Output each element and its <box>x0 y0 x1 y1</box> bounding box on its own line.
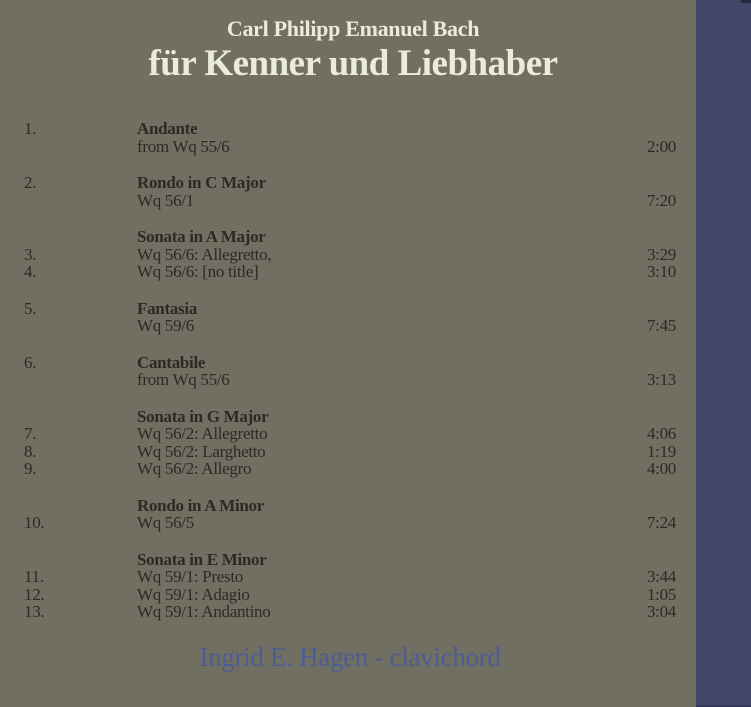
track-number: 8. <box>24 441 37 461</box>
track-number: 9. <box>24 459 37 478</box>
album-title: für Kenner und Liebhaber <box>148 43 558 84</box>
track-duration: 1:19 <box>646 441 676 461</box>
track-row <box>0 408 696 426</box>
title-block <box>0 16 706 85</box>
work-subtitle: Wq 59/6 <box>137 316 194 335</box>
track-duration: 3:29 <box>646 244 676 264</box>
work-subtitle: Wq 56/5 <box>137 513 194 532</box>
work-subtitle: Wq 56/6: Allegretto, <box>137 244 272 264</box>
track-group <box>0 120 696 155</box>
spine-strip <box>696 0 751 707</box>
track-number: 10. <box>24 513 45 532</box>
track-duration: 4:00 <box>646 459 676 478</box>
track-number: 13. <box>24 602 45 621</box>
work-header: Sonata in G Major <box>137 406 269 426</box>
track-title: Cantabile <box>137 352 206 372</box>
track-row <box>0 263 696 281</box>
track-row <box>0 568 696 586</box>
work-subtitle: Wq 56/2: Allegro <box>137 459 252 478</box>
track-number: 4. <box>24 262 37 281</box>
track-title: Andante <box>137 119 198 138</box>
work-subtitle: Wq 56/1 <box>137 190 194 210</box>
track-row <box>0 443 696 461</box>
performer-credit: Ingrid E. Hagen - clavichord <box>199 642 501 672</box>
scan-corner-mark <box>741 0 751 3</box>
work-subtitle: Wq 56/2: Allegretto <box>137 424 268 443</box>
track-row <box>0 514 696 532</box>
track-row <box>0 138 696 156</box>
track-duration: 3:13 <box>646 370 676 389</box>
track-duration: 1:05 <box>646 584 676 604</box>
track-group <box>0 300 696 335</box>
work-header: Rondo in A Minor <box>137 495 264 515</box>
composer-name: Carl Philipp Emanuel Bach <box>226 16 480 41</box>
track-duration: 7:24 <box>646 513 676 532</box>
work-subtitle: from Wq 55/6 <box>137 370 230 389</box>
track-group <box>0 228 696 281</box>
track-row <box>0 551 696 569</box>
work-subtitle: Wq 56/6: [no title] <box>137 262 259 281</box>
track-row <box>0 246 696 264</box>
work-subtitle: Wq 59/1: Adagio <box>137 584 250 604</box>
track-row <box>0 317 696 335</box>
track-row <box>0 460 696 478</box>
track-number: 2. <box>24 173 37 192</box>
track-duration: 3:10 <box>646 262 676 281</box>
track-row <box>0 300 696 318</box>
track-group <box>0 174 696 209</box>
track-number: 11. <box>24 567 44 586</box>
track-group <box>0 354 696 389</box>
track-duration: 7:20 <box>646 190 676 210</box>
track-duration: 4:06 <box>646 424 676 443</box>
track-row <box>0 586 696 604</box>
track-duration: 2:00 <box>646 136 676 156</box>
track-group <box>0 408 696 478</box>
work-header: Sonata in A Major <box>137 227 266 246</box>
work-subtitle: from Wq 55/6 <box>137 136 230 156</box>
track-row <box>0 425 696 443</box>
track-number: 1. <box>24 119 37 138</box>
track-number: 6. <box>24 352 37 372</box>
track-duration: 3:44 <box>646 567 676 586</box>
work-subtitle: Wq 59/1: Andantino <box>137 602 271 621</box>
track-number: 5. <box>24 298 37 318</box>
work-subtitle: Wq 59/1: Presto <box>137 567 243 586</box>
track-row <box>0 228 696 246</box>
track-duration: 7:45 <box>646 316 676 335</box>
track-row <box>0 371 696 389</box>
tracklist <box>0 120 696 640</box>
track-group <box>0 497 696 532</box>
track-row <box>0 497 696 515</box>
track-number: 3. <box>24 244 37 264</box>
work-subtitle: Wq 56/2: Larghetto <box>137 441 266 461</box>
track-row <box>0 354 696 372</box>
track-row <box>0 120 696 138</box>
track-title: Fantasia <box>137 298 197 318</box>
track-row <box>0 174 696 192</box>
track-group <box>0 551 696 621</box>
track-duration: 3:04 <box>646 602 676 621</box>
track-title: Rondo in C Major <box>137 173 266 192</box>
track-number: 12. <box>24 584 45 604</box>
track-number: 7. <box>24 424 37 443</box>
track-row <box>0 192 696 210</box>
work-header: Sonata in E Minor <box>137 549 267 569</box>
track-row <box>0 603 696 621</box>
